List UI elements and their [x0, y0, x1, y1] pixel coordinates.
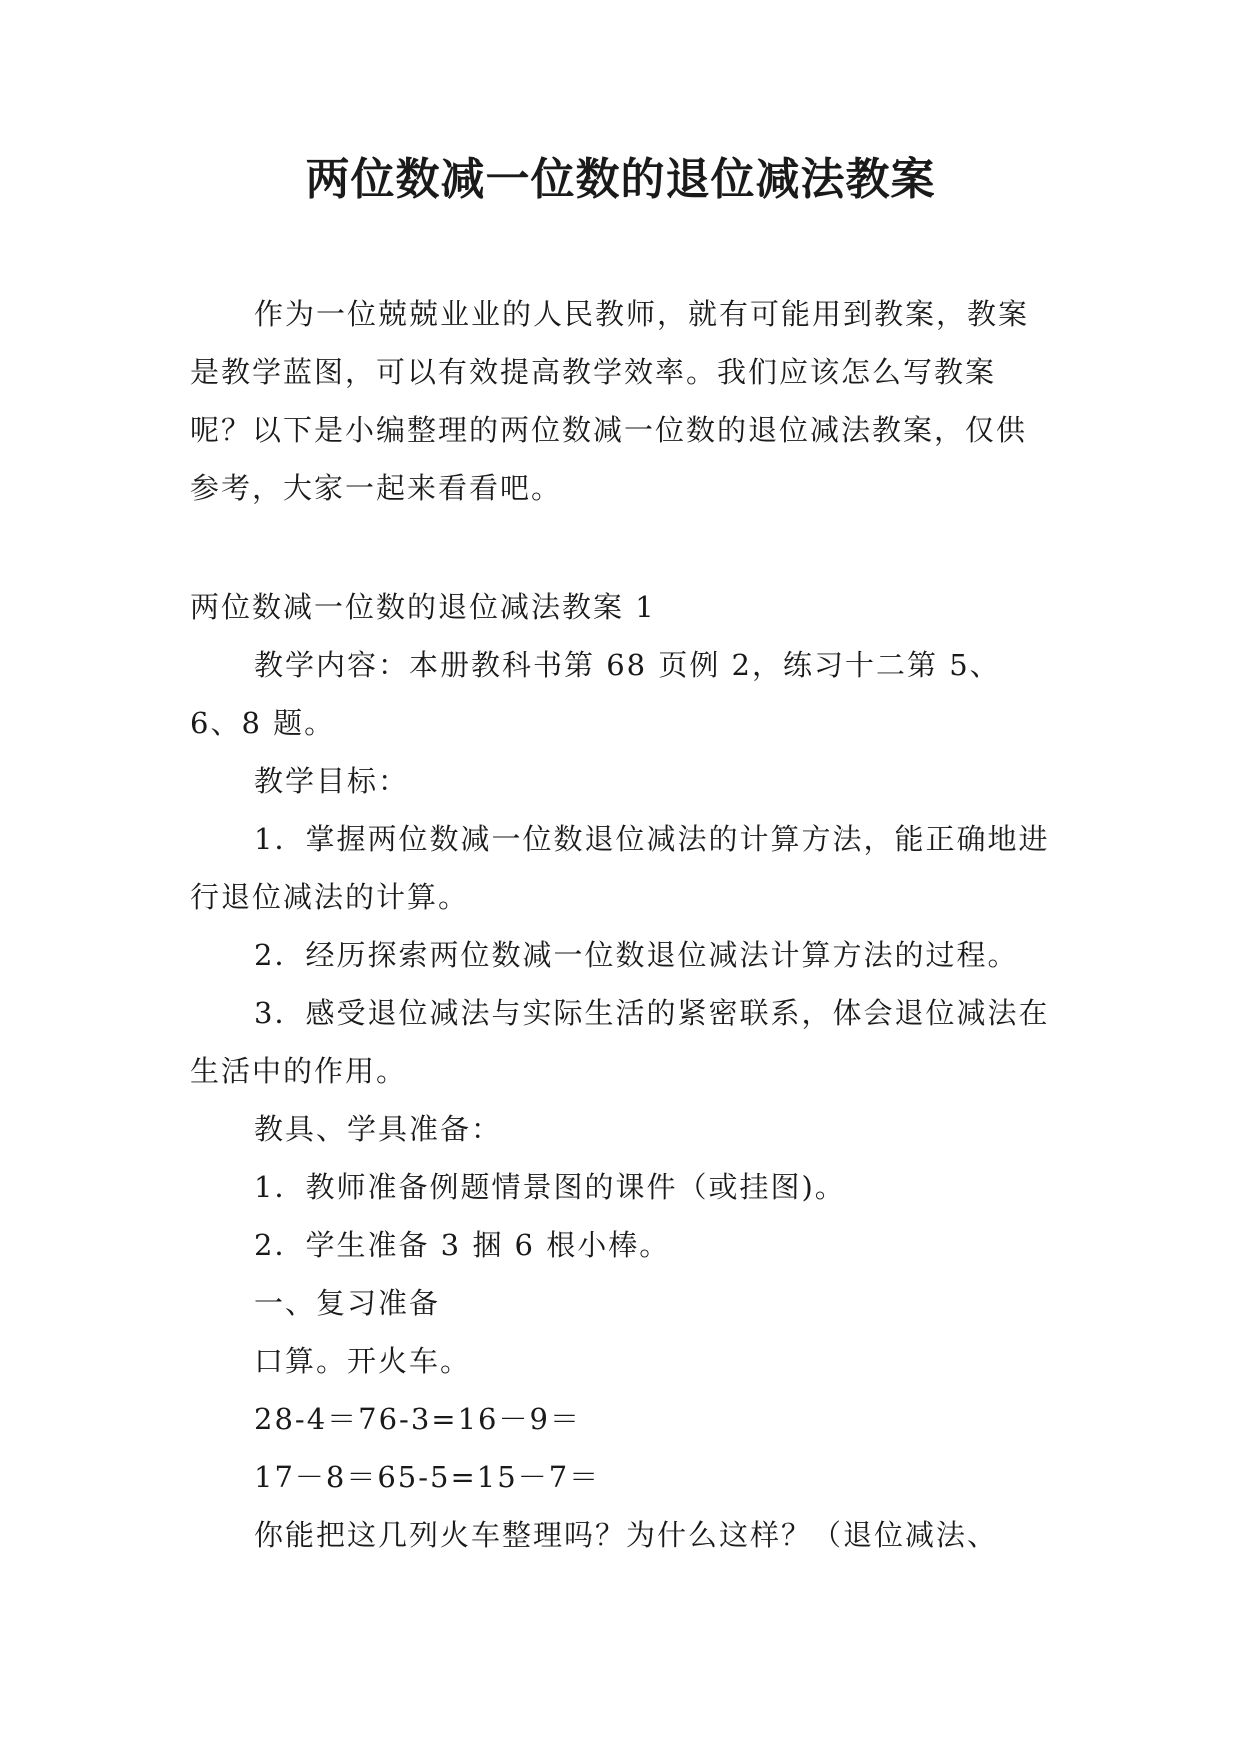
paragraph-review-heading: 一、复习准备	[254, 1286, 441, 1320]
paragraph-materials-heading: 教具、学具准备：	[254, 1112, 503, 1146]
paragraph-goal-3: 3．感受退位减法与实际生活的紧密联系，体会退位减法在生活中的作用。	[190, 996, 1050, 1088]
lesson-content	[190, 578, 1050, 1564]
paragraph-equations-row-1: 28-4＝76-3=16－9＝	[254, 1402, 581, 1436]
paragraph-teaching-goals-heading: 教学目标：	[254, 764, 410, 798]
intro-paragraph: 作为一位兢兢业业的人民教师，就有可能用到教案，教案是教学蓝图，可以有效提高教学效率。我们应该怎么写教案呢？以下是小编整理的两位数减一位数的退位减法教案，仅供参考，大家一起来看看吧。	[190, 297, 1030, 505]
paragraph-oral-calc: 口算。开火车。	[254, 1344, 472, 1378]
section-heading: 两位数减一位数的退位减法教案 1	[190, 590, 656, 624]
paragraph-equations-row-2: 17－8＝65-5=15－7＝	[254, 1460, 601, 1494]
document-title: 两位数减一位数的退位减法教案	[305, 154, 936, 205]
paragraph-goal-1: 1．掌握两位数减一位数退位减法的计算方法，能正确地进行退位减法的计算。	[190, 822, 1050, 914]
paragraph-goal-2: 2．经历探索两位数减一位数退位减法计算方法的过程。	[254, 938, 1019, 972]
paragraph-material-2: 2．学生准备 3 捆 6 根小棒。	[254, 1228, 671, 1262]
paragraph-question: 你能把这几列火车整理吗？为什么这样？（退位减法、	[254, 1518, 999, 1552]
paragraph-teaching-content: 教学内容：本册教科书第 68 页例 2，练习十二第 5、6、8 题。	[190, 648, 1001, 740]
paragraph-material-1: 1．教师准备例题情景图的课件（或挂图)。	[254, 1170, 846, 1204]
